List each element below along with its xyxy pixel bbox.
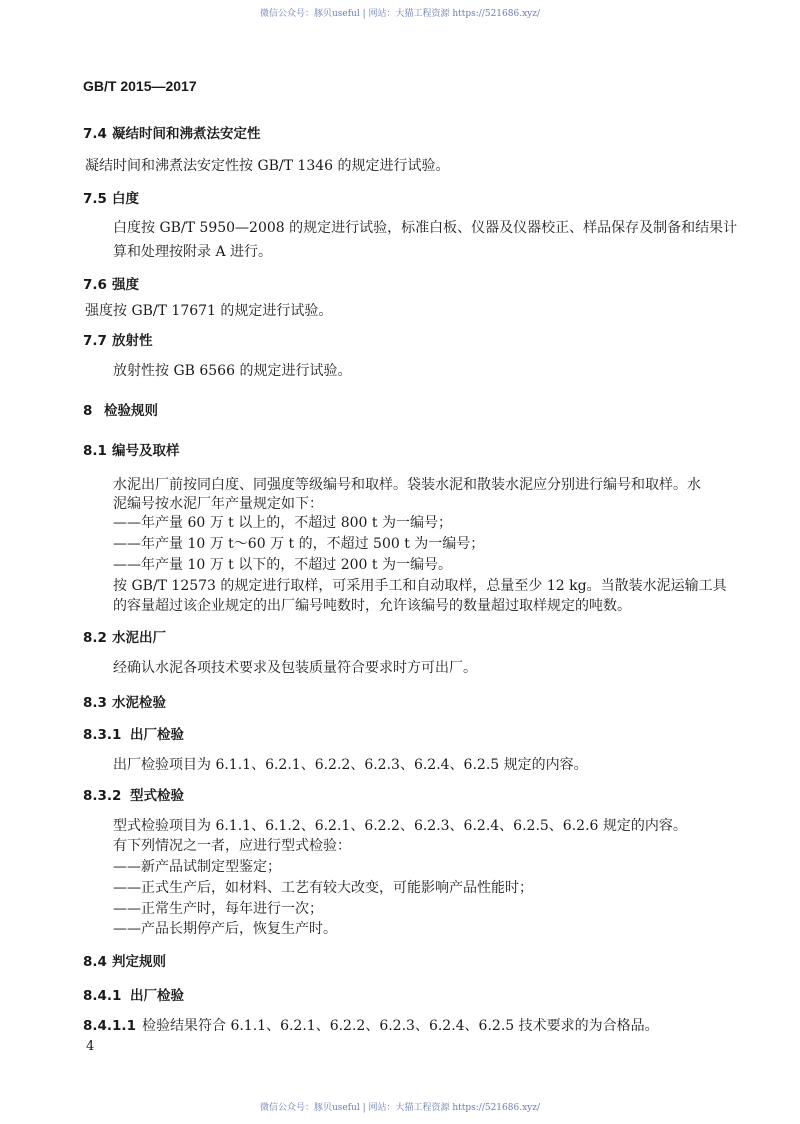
paragraph-line: 出厂检验项目为 6.1.1、6.2.1、6.2.2、6.2.3、6.2.4、6.2.5 规定的内容。 [113, 757, 588, 773]
section-title: 编号及取样 [112, 443, 180, 459]
section-number: 7.6 [83, 277, 107, 293]
section-title: 白度 [112, 191, 139, 207]
section-number: 8.4.1 [83, 988, 122, 1004]
watermark-bottom: 微信公众号：豚贝useful | 网站：大猫工程资源 https://521686.xyz/ [259, 1103, 541, 1113]
standard-code: GB/T 2015—2017 [83, 78, 197, 94]
section-number: 8.3 [83, 695, 107, 711]
watermark-top: 微信公众号：豚贝useful | 网站：大猫工程资源 https://521686.xyz/ [259, 9, 541, 19]
section-title: 水泥检验 [112, 695, 166, 711]
paragraph-line: ——正常生产时，每年进行一次； [113, 901, 323, 917]
section-number: 8.2 [83, 630, 107, 646]
section-number: 7.5 [83, 191, 107, 207]
paragraph-line: 型式检验项目为 6.1.1、6.1.2、6.2.1、6.2.2、6.2.3、6.2.4、6.2.5、6.2.6 规定的内容。 [113, 818, 687, 834]
paragraph-line: ——年产量 10 万 t～60 万 t 的，不超过 500 t 为一编号； [113, 536, 485, 552]
paragraph-line: 强度按 GB/T 17671 的规定进行试验。 [85, 303, 333, 319]
paragraph-line: 的容量超过该企业规定的出厂编号吨数时，允许该编号的数量超过取样规定的吨数。 [113, 598, 631, 614]
paragraph-line: 水泥出厂前按同白度、同强度等级编号和取样。袋装水泥和散装水泥应分别进行编号和取样。水 [113, 477, 701, 493]
paragraph-line: 白度按 GB/T 5950—2008 的规定进行试验，标准白板、仪器及仪器校正、样品保存及制备和结果计 [113, 220, 738, 236]
paragraph-line: 算和处理按附录 A 进行。 [113, 244, 273, 260]
paragraph-line: 泥编号按水泥厂年产量规定如下： [113, 496, 323, 512]
section-number: 8.3.2 [83, 788, 122, 804]
page-number: 4 [86, 1039, 95, 1054]
paragraph-line: 按 GB/T 12573 的规定进行取样，可采用手工和自动取样，总量至少 12 kg。当散装水泥运输工具 [113, 578, 727, 594]
paragraph-line: ——产品长期停产后，恢复生产时。 [113, 921, 337, 937]
paragraph-line: ——年产量 10 万 t 以下的，不超过 200 t 为一编号。 [113, 557, 452, 573]
section-title: 放射性 [112, 333, 153, 349]
section-number: 7.4 [83, 126, 107, 142]
section-title: 强度 [112, 277, 139, 293]
section-number: 7.7 [83, 333, 107, 349]
section-number: 8.3.1 [83, 727, 122, 743]
section-number: 8.1 [83, 443, 107, 459]
section-title: 凝结时间和沸煮法安定性 [112, 126, 261, 142]
paragraph-line: 有下列情况之一者，应进行型式检验： [113, 838, 351, 854]
paragraph-line: 放射性按 GB 6566 的规定进行试验。 [113, 363, 352, 379]
section-number: 8.4 [83, 954, 107, 970]
section-title: 检验规则 [104, 403, 158, 419]
section-title: 出厂检验 [130, 988, 184, 1004]
paragraph-line: ——年产量 60 万 t 以上的，不超过 800 t 为一编号； [113, 515, 452, 531]
section-title: 判定规则 [112, 954, 166, 970]
section-title: 水泥出厂 [112, 630, 166, 646]
section-title: 出厂检验 [130, 727, 184, 743]
section-number: 8 [83, 403, 93, 419]
paragraph-line: 经确认水泥各项技术要求及包装质量符合要求时方可出厂。 [113, 660, 477, 676]
paragraph-line: ——正式生产后，如材料、工艺有较大改变，可能影响产品性能时； [113, 880, 533, 896]
section-number: 8.4.1.1 [83, 1018, 136, 1034]
paragraph-line: ——新产品试制定型鉴定； [113, 859, 281, 875]
section-title: 型式检验 [130, 788, 184, 804]
paragraph-line: 检验结果符合 6.1.1、6.2.1、6.2.2、6.2.3、6.2.4、6.2.5 技术要求的为合格品。 [142, 1018, 659, 1034]
paragraph-line: 凝结时间和沸煮法安定性按 GB/T 1346 的规定进行试验。 [85, 158, 450, 174]
